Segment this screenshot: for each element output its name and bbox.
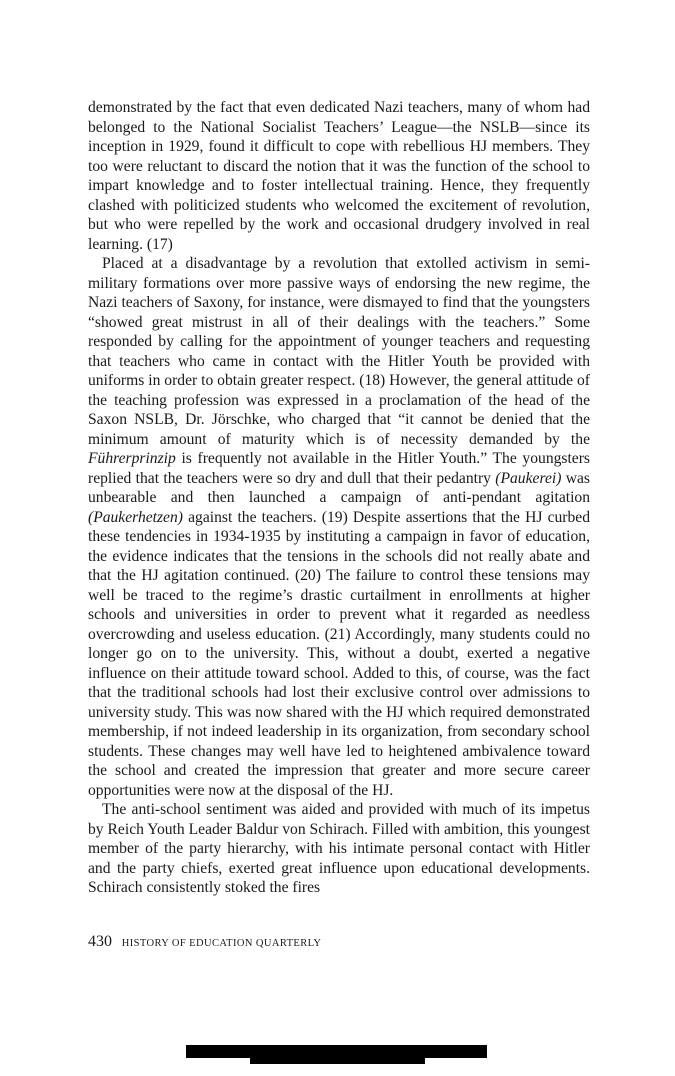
paragraph-2: [88, 254, 590, 800]
paragraph-3-text: The anti-school sentiment was aided and provided with much of its impetus by Reich Youth Leader Baldur von Schirach. Filled with ambition, this youngest member of the party hierarchy, with his intimate personal contact with Hitler and the party chiefs, exerted great influence upon educational developments. Schirach consistently stoked the fires: [88, 801, 590, 896]
page-number: 430: [88, 933, 112, 950]
paragraph-1-text: demonstrated by the fact that even dedicated Nazi teachers, many of whom had belonged to the National Socialist Teachers’ League—the NSLB—since its inception in 1929, found it difficult to cope with rebellious HJ members. They too were reluctant to discard the notion that it was the function of the school to impart knowledge and to foster intellectual training. Hence, they frequently clashed with politicized students who welcomed the excitement of revolution, but who were repelled by the work and occasional drudgery involved in real learning. (17): [88, 99, 590, 253]
running-footer-journal-name: HISTORY OF EDUCATION QUARTERLY: [121, 938, 322, 949]
paragraph-3: [88, 800, 590, 898]
paragraph-2-text: was unbearable and then launched a campaign of anti-pendant agitation: [88, 469, 590, 506]
italic-term-fuhrerprinzip: Führerprinzip: [88, 450, 176, 467]
paragraph-2-text: is frequently not available in the Hitler Youth.” The youngsters replied that the teachers were so dry and dull that their pedantry: [88, 450, 590, 487]
italic-term-paukerhetzen: (Paukerhetzen): [88, 508, 183, 526]
italic-term-paukerei: (Paukerei): [495, 469, 562, 487]
paragraph-2-text: against the teachers. (19) Despite assertions that the HJ curbed these tendencies in 1934-1935 by instituting a campaign in favor of education, the evidence indicates that the tensions in the schools did not really abate and that the HJ agitation continued. (20) The failure to control these tensions may well be traced to the regime’s drastic curtailment in enrollments at higher schools and universities in order to prevent what it regarded as needless overcrowding and useless education. (21) Accordingly, many students could no longer go on to the university. This, without a doubt, exerted a negative influence on their attitude toward school. Added to this, of course, was the fact that the traditional schools had lost their exclusive control over admissions to university study. This was now shared with the HJ which required demonstrated membership, if not indeed leadership in its organization, from secondary school students. These changes may well have led to heightened ambivalence toward the school and created the impression that greater and more secure career opportunities were now at the disposal of the HJ.: [88, 508, 590, 799]
scan-artifact-bar-lower: [250, 1052, 425, 1064]
body-text: [88, 98, 590, 898]
page-footer: [88, 932, 321, 954]
paragraph-2-text: Placed at a disadvantage by a revolution that extolled activism in semi-military formations over more passive ways of endorsing the new regime, the Nazi teachers of Saxony, for instance, were dismayed to find that the youngsters “showed great mistrust in all of their dealings with the teachers.” Some responded by calling for the appointment of younger teachers and requesting that teachers who came in contact with the Hitler Youth be provided with uniforms in order to obtain greater respect. (18) However, the general attitude of the teaching profession was expressed in a proclamation of the head of the Saxon NSLB, Dr. Jörschke, who charged that “it cannot be denied that the minimum amount of maturity which is of necessity demanded by the: [88, 255, 590, 448]
paragraph-1: [88, 98, 590, 254]
